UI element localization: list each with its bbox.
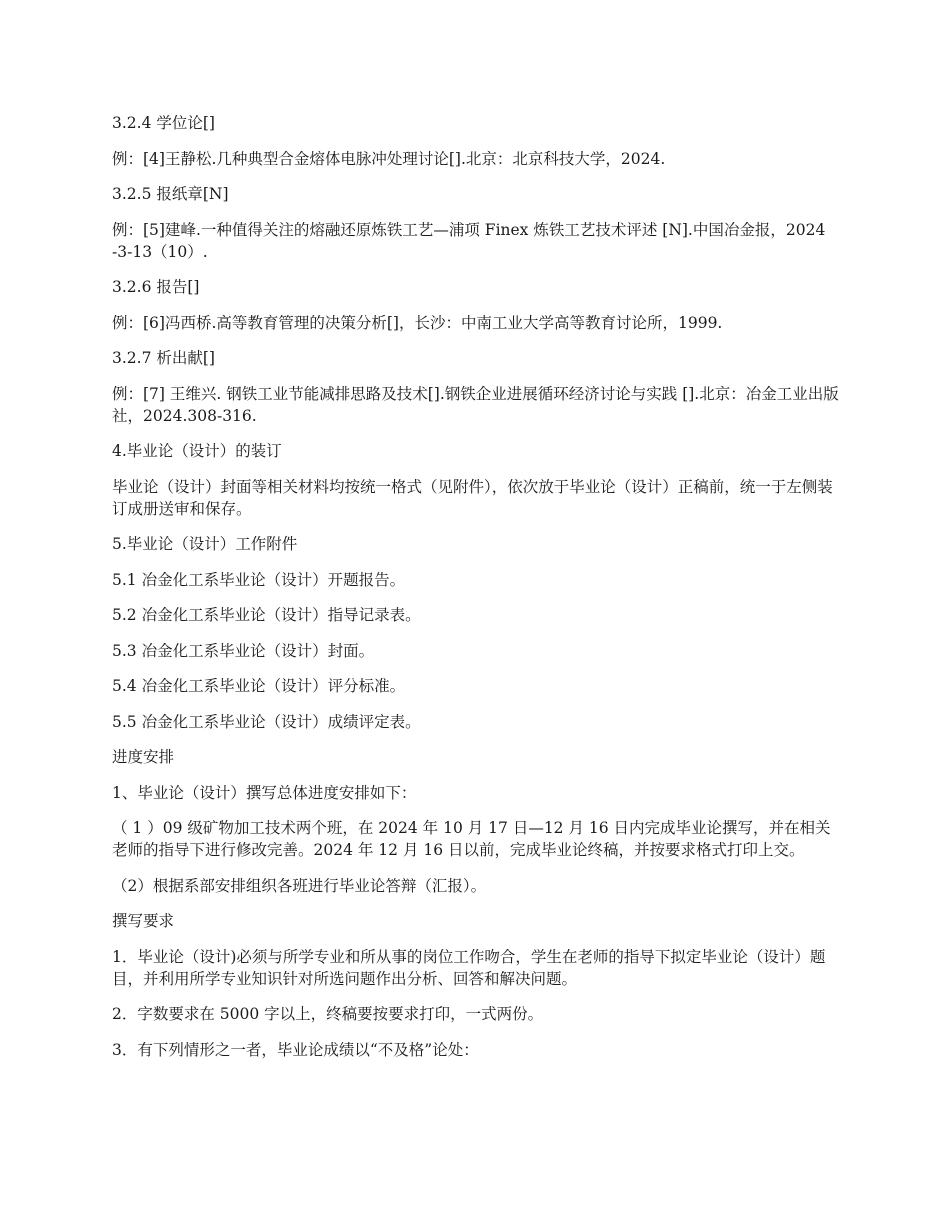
section-heading: 3.2.4 学位论[] — [112, 114, 215, 132]
reference-example: 例：[7] 王维兴. 钢铁工业节能减排思路及技术[].钢铁企业进展循环经济讨论与实践 [].北京：冶金工业出版社，2024.308-316. — [112, 384, 839, 425]
body-paragraph: （ 1 ）09 级矿物加工技术两个班，在 2024 年 10 月 17 日—12 月 16 日内完成毕业论撰写，并在相关老师的指导下进行修改完善。2024 年 12 月 16 日以前，完成毕业论终稿，并按要求格式打印上交。 — [112, 819, 831, 859]
body-paragraph: 毕业论（设计）封面等相关材料均按统一格式（见附件），依次放于毕业论（设计）正稿前，统一于左侧装订成册送审和保存。 — [112, 477, 833, 518]
reference-example: 例：[4]王静松.几种典型合金熔体电脉冲处理讨论[].北京：北京科技大学，2024. — [112, 149, 666, 168]
body-paragraph: 3．有下列情形之一者，毕业论成绩以“不及格”论处： — [112, 1040, 479, 1059]
list-item: 5.1 冶金化工系毕业论（设计）开题报告。 — [112, 570, 406, 589]
body-paragraph: 1．毕业论（设计)必须与所学专业和所从事的岗位工作吻合，学生在老师的指导下拟定毕业论（设计）题目，并利用所学专业知识针对所选问题作出分析、回答和解决问题。 — [112, 947, 826, 988]
body-paragraph: （2）根据系部安排组织各班进行毕业论答辩（汇报）。 — [112, 876, 487, 895]
reference-example: 例：[6]冯西桥.高等教育管理的决策分析[]，长沙：中南工业大学高等教育讨论所，1999. — [112, 313, 723, 332]
reference-example: 例：[5]建峰.一种值得关注的熔融还原炼铁工艺—浦项 Finex 炼铁工艺技术评述 [N].中国冶金报，2024 -3-13（10）. — [112, 220, 826, 261]
body-paragraph: 2．字数要求在 5000 字以上，终稿要按要求打印，一式两份。 — [112, 1005, 544, 1023]
section-heading: 撰写要求 — [112, 912, 175, 930]
list-item: 5.2 冶金化工系毕业论（设计）指导记录表。 — [112, 606, 421, 624]
section-heading: 3.2.5 报纸章[N] — [112, 185, 229, 203]
document-page — [112, 112, 842, 1074]
list-item: 5.4 冶金化工系毕业论（设计）评分标准。 — [112, 677, 406, 695]
section-heading: 5.毕业论（设计）工作附件 — [112, 535, 298, 553]
section-heading: 进度安排 — [112, 748, 175, 766]
list-item: 5.3 冶金化工系毕业论（设计）封面。 — [112, 641, 375, 660]
list-item: 5.5 冶金化工系毕业论（设计）成绩评定表。 — [112, 712, 421, 731]
section-heading: 3.2.6 报告[] — [112, 278, 200, 296]
section-heading: 4.毕业论（设计）的装订 — [112, 442, 282, 460]
section-heading: 3.2.7 析出献[] — [112, 349, 215, 367]
body-paragraph: 1、毕业论（设计）撰写总体进度安排如下： — [112, 783, 417, 802]
